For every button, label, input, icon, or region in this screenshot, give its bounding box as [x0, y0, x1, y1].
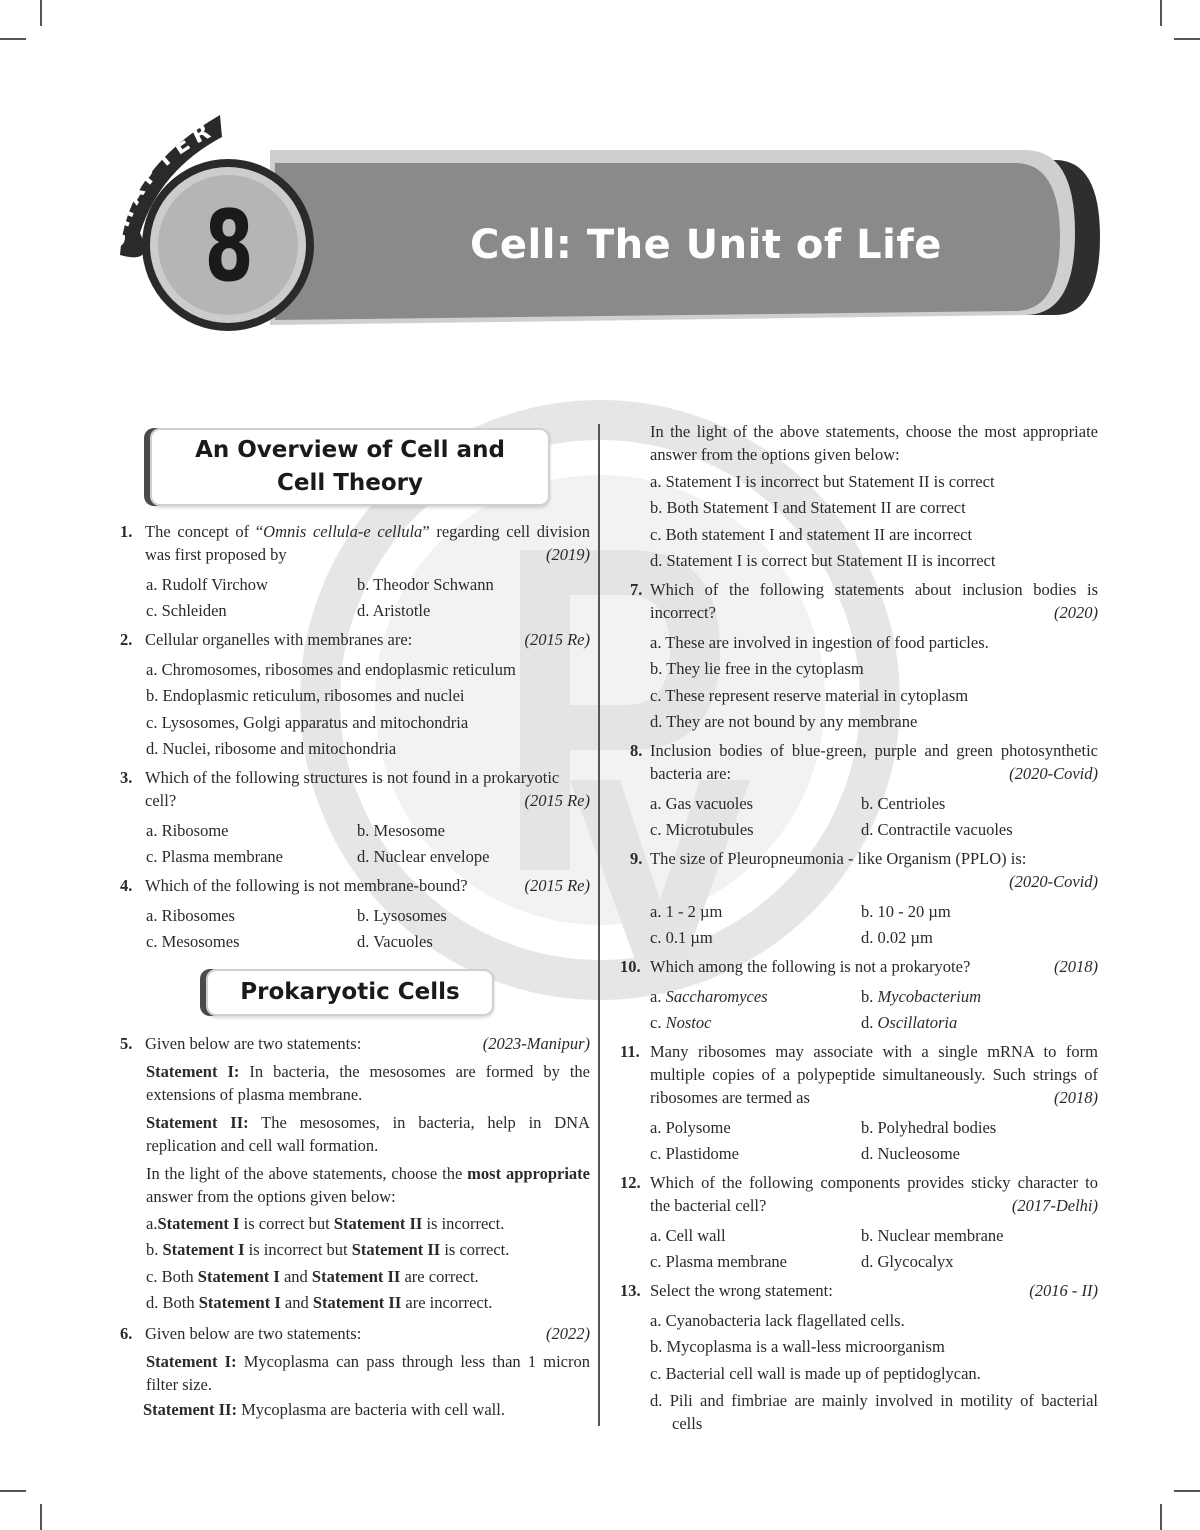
option[interactable]: c. Microtubules [650, 820, 754, 840]
section-heading-line: An Overview of Cell and [195, 437, 505, 463]
question-7 [620, 578, 1098, 735]
option[interactable]: c. Nostoc [650, 1013, 712, 1033]
option[interactable]: b. Mycoplasma is a wall-less microorganism [650, 1337, 945, 1357]
chapter-label-text: CHAPTER [103, 116, 220, 252]
statement-2: Statement II: The mesosomes, in bacteria, help in DNA replication and cell wall formation. [146, 1113, 590, 1155]
option[interactable]: c. Plasma membrane [650, 1252, 787, 1272]
option[interactable]: d. Nuclei, ribosome and mitochondria [146, 739, 397, 759]
question-6 [120, 1322, 590, 1421]
question-year: (2015 Re) [524, 791, 590, 810]
question-text: Cellular organelles with membranes are: (2015 Re) [145, 630, 590, 649]
question-number: 4. [120, 876, 133, 895]
option[interactable]: d. They are not bound by any membrane [650, 712, 918, 732]
question-number: 10. [620, 957, 641, 976]
options [650, 1307, 1098, 1435]
question-year: (2020-Covid) [1009, 764, 1098, 783]
option[interactable]: a. These are involved in ingestion of food particles. [650, 632, 989, 652]
options [145, 817, 590, 870]
crop-mark [40, 1504, 42, 1530]
question-1 [120, 520, 590, 624]
crop-mark [1174, 38, 1200, 40]
section-heading-line: Cell Theory [276, 470, 424, 496]
option[interactable]: c. Bacterial cell wall is made up of peptidoglycan. [650, 1363, 981, 1383]
question-number: 6. [120, 1324, 133, 1343]
option[interactable]: c. Mesosomes [146, 932, 240, 952]
question-year: (2017-Delhi) [1011, 1196, 1098, 1215]
options [650, 898, 1098, 951]
option[interactable]: a. Statement I is incorrect but Statement II is correct [650, 471, 995, 491]
option[interactable]: b. Polyhedral bodies [861, 1117, 997, 1137]
options [650, 1222, 1098, 1275]
option[interactable]: d. Pili and fimbriae are mainly involved in motility of bacterial cells [650, 1390, 1098, 1433]
option[interactable]: c. Both Statement I and Statement II are correct. [146, 1266, 479, 1286]
question-number: 13. [620, 1281, 641, 1300]
question-text: Many ribosomes may associate with a single mRNA to form multiple copies of a polypeptide simultaneously. Such strings of ribosomes are termed as (2018) [650, 1042, 1098, 1107]
options [650, 468, 1098, 574]
instruction: In the light of the above statements, choose the most appropriate answer from the options given below: [146, 1164, 590, 1206]
question-text: Which of the following components provides sticky character to the bacterial cell? (2017-Delhi) [650, 1173, 1098, 1215]
question-8 [620, 739, 1098, 843]
option[interactable]: a. Gas vacuoles [650, 793, 754, 813]
question-6-continued [620, 420, 1098, 574]
question-4 [120, 874, 590, 955]
option[interactable]: b. Lysosomes [357, 905, 447, 925]
instruction: In the light of the above statements, choose the most appropriate answer from the options given below: [650, 422, 1098, 464]
question-11 [620, 1040, 1098, 1167]
chapter-title: Cell: The Unit of Life [470, 222, 942, 268]
question-text: The concept of “Omnis cellula-e cellula” regarding cell division was first proposed by (2019) [145, 522, 590, 564]
statement-1: Statement I: Mycoplasma can pass through less than 1 micron filter size. [146, 1352, 590, 1394]
option[interactable]: d. Both Statement I and Statement II are incorrect. [146, 1293, 493, 1313]
question-13 [620, 1279, 1098, 1435]
question-year: (2018) [1054, 957, 1098, 976]
section-heading: Prokaryotic Cells [206, 969, 494, 1016]
question-year: (2016 - II) [1029, 1281, 1098, 1300]
question-10 [620, 955, 1098, 1036]
options [650, 1114, 1098, 1167]
option[interactable]: c. Lysosomes, Golgi apparatus and mitochondria [146, 712, 469, 732]
option[interactable]: a. Ribosome [146, 820, 229, 840]
option[interactable]: c. These represent reserve material in cytoplasm [650, 685, 969, 705]
question-number: 5. [120, 1034, 133, 1053]
option[interactable]: a. Rudolf Virchow [146, 574, 268, 594]
option[interactable]: d. Statement I is correct but Statement II is incorrect [650, 551, 996, 571]
option[interactable]: a. Cell wall [650, 1225, 726, 1245]
option[interactable]: b. Both Statement I and Statement II are correct [650, 498, 966, 518]
question-number: 3. [120, 768, 133, 787]
option[interactable]: b. Centrioles [861, 793, 946, 813]
question-year: (2015 Re) [524, 876, 590, 895]
question-5 [120, 1032, 590, 1316]
crop-mark [1174, 1490, 1200, 1492]
question-text: Given below are two statements: (2023-Manipur) [145, 1034, 590, 1053]
option[interactable]: d. Aristotle [357, 601, 431, 621]
option[interactable]: b. Statement I is incorrect but Statement II is correct. [146, 1240, 510, 1260]
question-year: (2020) [1054, 603, 1098, 622]
option[interactable]: a. Polysome [650, 1117, 731, 1137]
options [650, 629, 1098, 735]
option[interactable]: c. Plasma membrane [146, 847, 283, 867]
options [145, 1210, 590, 1316]
option[interactable]: d. Contractile vacuoles [861, 820, 1013, 840]
question-9 [620, 847, 1098, 951]
option[interactable]: c. 0.1 µm [650, 928, 713, 948]
question-number: 11. [620, 1042, 640, 1061]
question-text: Which among the following is not a prokaryote? (2018) [650, 957, 1098, 976]
question-year: (2019) [546, 545, 590, 564]
options [145, 902, 590, 955]
question-text: Which of the following statements about inclusion bodies is incorrect? (2020) [650, 580, 1098, 622]
option[interactable]: d. Glycocalyx [861, 1252, 954, 1272]
option[interactable]: a. Ribosomes [146, 905, 235, 925]
options [650, 790, 1098, 843]
option[interactable]: b. They lie free in the cytoplasm [650, 659, 864, 679]
question-year: (2015 Re) [524, 630, 590, 649]
question-number: 1. [120, 522, 133, 541]
question-text: Which of the following is not membrane-bound? (2015 Re) [145, 876, 590, 895]
question-number: 12. [620, 1173, 641, 1192]
crop-mark [1160, 1504, 1162, 1530]
crop-mark [1160, 0, 1162, 26]
option[interactable]: d. Nuclear envelope [357, 847, 490, 867]
option[interactable]: a. Statement I is correct but Statement II is incorrect. [146, 1213, 505, 1233]
option[interactable]: c. Both statement I and statement II are incorrect [650, 524, 973, 544]
option[interactable]: b. Endoplasmic reticulum, ribosomes and nuclei [146, 686, 465, 706]
section-prokaryotic [206, 969, 494, 1016]
question-year: (2020-Covid) [1009, 872, 1098, 891]
question-text: Inclusion bodies of blue-green, purple and green photosynthetic bacteria are: (2020-Covid) [650, 741, 1098, 783]
option[interactable]: d. Vacuoles [357, 932, 433, 952]
question-number: 9. [630, 849, 643, 868]
statement-1: Statement I: In bacteria, the mesosomes are formed by the extensions of plasma membrane. [146, 1062, 590, 1104]
question-text: Select the wrong statement: (2016 - II) [650, 1281, 1098, 1300]
option[interactable]: b. Nuclear membrane [861, 1225, 1004, 1245]
option[interactable]: b. Mycobacterium [861, 986, 982, 1006]
question-2 [120, 628, 590, 762]
crop-mark [0, 38, 26, 40]
question-number: 2. [120, 630, 133, 649]
question-year: (2018) [1054, 1088, 1098, 1107]
question-number: 8. [630, 741, 643, 760]
option[interactable]: d. 0.02 µm [861, 928, 933, 948]
question-year: (2022) [546, 1324, 590, 1343]
option[interactable]: c. Plastidome [650, 1144, 739, 1164]
question-3 [120, 766, 590, 870]
option[interactable]: b. 10 - 20 µm [861, 901, 951, 921]
column-divider [598, 424, 600, 1426]
options [650, 983, 1098, 1036]
question-12 [620, 1171, 1098, 1275]
option[interactable]: b. Theodor Schwann [357, 574, 494, 594]
question-year: (2023-Manipur) [482, 1034, 590, 1053]
chapter-number: 8 [204, 190, 254, 304]
option[interactable]: a. Chromosomes, ribosomes and endoplasmic reticulum [146, 659, 516, 679]
option[interactable]: a. 1 - 2 µm [650, 901, 723, 921]
crop-mark [0, 1490, 26, 1492]
options [145, 571, 590, 624]
crop-mark [40, 0, 42, 26]
option[interactable]: d. Nucleosome [861, 1144, 960, 1164]
option[interactable]: c. Schleiden [146, 601, 227, 621]
right-column [620, 420, 1098, 1435]
option[interactable]: a. Cyanobacteria lack flagellated cells. [650, 1310, 905, 1330]
option[interactable]: d. Oscillatoria [861, 1013, 958, 1033]
option[interactable]: b. Mesosome [357, 820, 445, 840]
section-overview [150, 428, 550, 506]
options [145, 656, 590, 762]
question-text: The size of Pleuropneumonia - like Organism (PPLO) is: [650, 849, 1027, 868]
statement-2: Statement II: Mycoplasma are bacteria with cell wall. [143, 1400, 505, 1419]
left-column [120, 420, 590, 1421]
question-number: 7. [630, 580, 643, 599]
section-heading [150, 428, 550, 506]
question-text: Which of the following structures is not found in a prokaryotic cell? (2015 Re) [145, 768, 590, 810]
option[interactable]: a. Saccharomyces [650, 986, 768, 1006]
question-text: Given below are two statements: (2022) [145, 1324, 590, 1343]
